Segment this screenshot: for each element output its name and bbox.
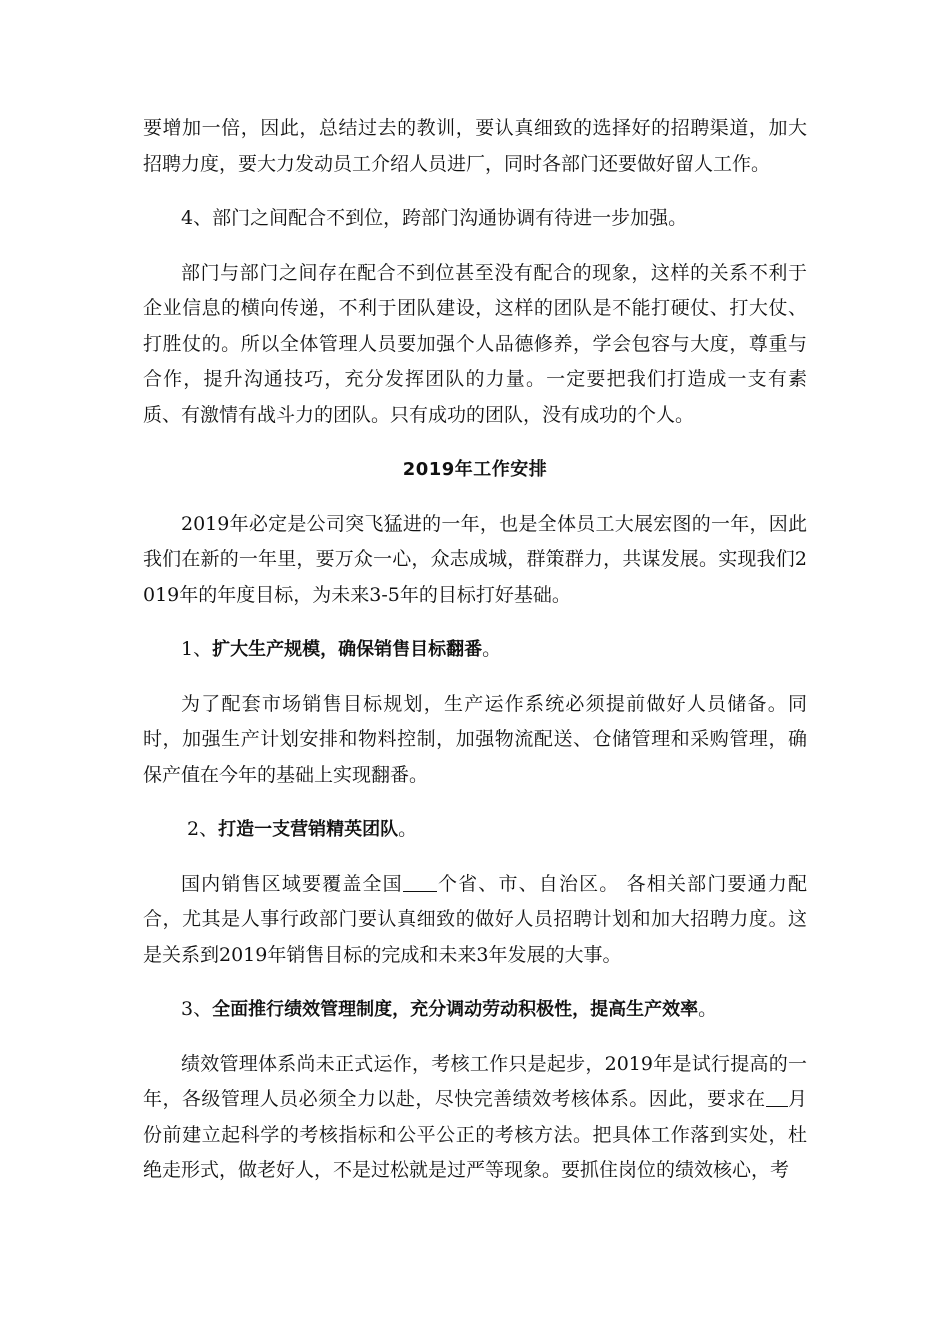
item-4-heading: 4、部门之间配合不到位，跨部门沟通协调有待进一步加强。 bbox=[181, 207, 688, 229]
item-2-number: 2、 bbox=[187, 818, 219, 840]
paragraph-intro: 2019年必定是公司突飞猛进的一年，也是全体员工大展宏图的一年，因此我们在新的一年里，要万众一心，众志成城，群策群力，共谋发展。实现我们2019年的年度目标，为未来3-5年的目标打好基础。 bbox=[143, 512, 807, 606]
fill-blank-provinces bbox=[403, 871, 437, 892]
item-1-heading bbox=[143, 632, 807, 668]
paragraph-item-2 bbox=[143, 867, 807, 974]
item-2-end: 。 bbox=[398, 818, 418, 840]
document-body bbox=[143, 111, 807, 1189]
paragraph-item-2-part1: 国内销售区域要覆盖全国 bbox=[181, 872, 403, 895]
fill-blank-month bbox=[766, 1086, 788, 1107]
paragraph-item-2-part2: 个省、市、自治区。 各相关部门要通力配合，尤其是人事行政部门要认真细致的做好人员招聘计划和加大招聘力度。这是关系到2019年销售目标的完成和未来3年发展的大事。 bbox=[143, 872, 807, 966]
paragraph-item-3 bbox=[143, 1047, 807, 1189]
paragraph-item-3-part2: 月份前建立起科学的考核指标和公平公正的考核方法。把具体工作落到实处，杜绝走形式，做老好人，不是过松就是过严等现象。要抓住岗位的绩效核心，考 bbox=[143, 1088, 807, 1181]
paragraph-cooperation: 部门与部门之间存在配合不到位甚至没有配合的现象，这样的关系不利于企业信息的横向传递，不利于团队建设，这样的团队是不能打硬仗、打大仗、打胜仗的。所以全体管理人员要加强个人品德修养，学会包容与大度，尊重与合作，提升沟通技巧，充分发挥团队的力量。一定要把我们打造成一支有素质、有激情有战斗力的团队。只有成功的团队，没有成功的个人。 bbox=[143, 261, 807, 426]
item-1-end: 。 bbox=[482, 638, 502, 660]
item-3-number: 3、 bbox=[181, 998, 213, 1020]
item-1-title: 扩大生产规模，确保销售目标翻番 bbox=[212, 639, 483, 660]
paragraph-recruitment-end: 要增加一倍，因此，总结过去的教训，要认真细致的选择好的招聘渠道，加大招聘力度，要大力发动员工介绍人员进厂，同时各部门还要做好留人工作。 bbox=[143, 117, 807, 175]
paragraph-item-3-part1: 绩效管理体系尚未正式运作，考核工作只是起步，2019年是试行提高的一年，各级管理人员必须全力以赴，尽快完善绩效考核体系。因此，要求在 bbox=[143, 1052, 807, 1110]
item-2-title: 打造一支营销精英团队 bbox=[218, 819, 399, 840]
item-3-heading bbox=[143, 992, 807, 1028]
item-2-heading bbox=[143, 812, 807, 848]
paragraph-item-1: 为了配套市场销售目标规划，生产运作系统必须提前做好人员储备。同时，加强生产计划安排和物料控制，加强物流配送、仓储管理和采购管理，确保产值在今年的基础上实现翻番。 bbox=[143, 692, 807, 786]
item-1-number: 1、 bbox=[181, 638, 213, 660]
item-3-title: 全面推行绩效管理制度，充分调动劳动积极性，提高生产效率 bbox=[212, 999, 699, 1020]
item-3-end: 。 bbox=[698, 998, 718, 1020]
section-title: 2019年工作安排 bbox=[402, 459, 548, 480]
